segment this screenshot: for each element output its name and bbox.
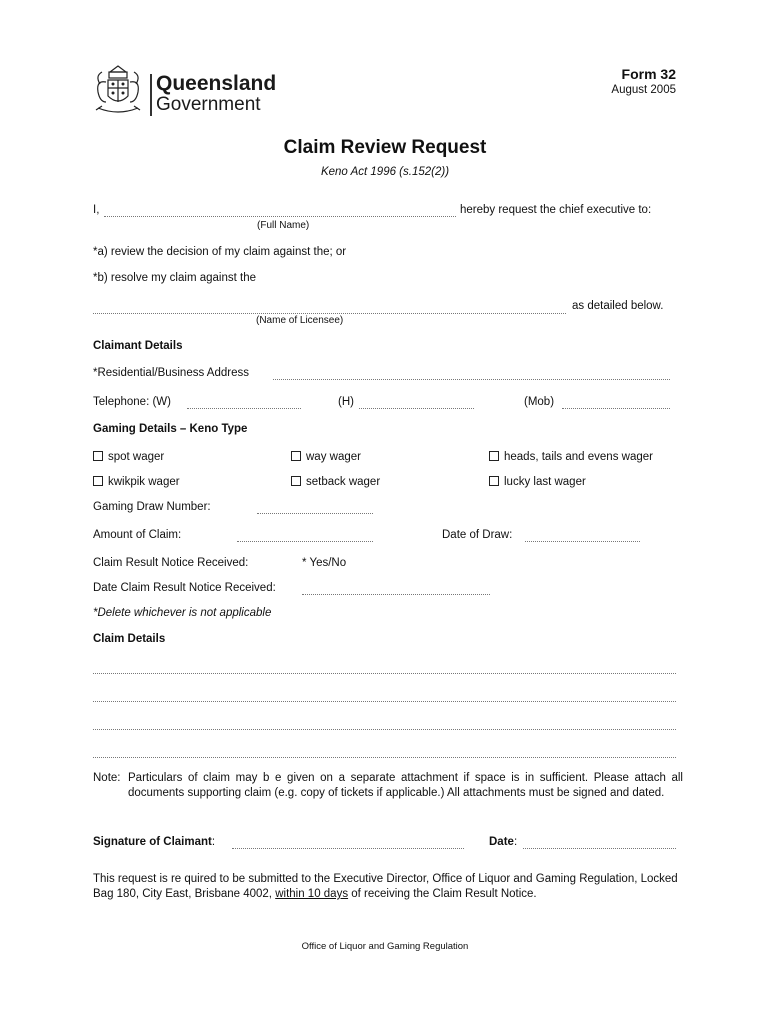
checkbox-icon[interactable] [291,451,301,461]
checkbox-icon[interactable] [93,476,103,486]
checkbox-icon[interactable] [489,476,499,486]
request-text-after: of receiving the Claim Result Notice. [348,888,537,900]
draw-number-field[interactable] [257,513,373,514]
tel-mob-field[interactable] [562,408,670,409]
tel-w-field[interactable] [187,408,301,409]
option-a-text: *a) review the decision of my claim against the; or [93,246,347,258]
request-deadline: within 10 days [275,888,349,900]
checkbox-icon[interactable] [291,476,301,486]
page-subtitle: Keno Act 1996 (s.152(2)) [320,166,450,178]
submission-instructions [93,872,683,902]
queensland-crest-logo [92,62,144,118]
page-title: Claim Review Request [283,137,487,158]
keno-option-kwikpik[interactable] [93,476,180,488]
tel-mob-label: (Mob) [524,396,555,408]
tel-h-field[interactable] [359,408,474,409]
delete-note: *Delete whichever is not applicable [93,607,272,619]
option-b-text: *b) resolve my claim against the [93,272,256,284]
claimant-details-heading: Claimant Details [93,340,183,352]
full-name-caption: (Full Name) [257,220,310,231]
notice-date-label: Date Claim Result Notice Received: [93,582,276,594]
amount-label: Amount of Claim: [93,529,182,541]
signature-date-field[interactable] [523,848,676,849]
draw-date-field[interactable] [525,541,640,542]
date-label: Date [489,836,514,848]
form-date: August 2005 [611,84,676,96]
keno-option-way[interactable] [291,451,361,463]
keno-option-label: spot wager [108,451,165,463]
licensee-name-field[interactable] [93,313,566,314]
keno-option-label: lucky last wager [504,476,586,488]
licensee-suffix: as detailed below. [572,300,664,312]
logo-divider [150,74,152,116]
draw-date-label: Date of Draw: [442,529,513,541]
amount-field[interactable] [237,541,373,542]
keno-option-label: way wager [306,451,361,463]
claim-details-heading: Claim Details [93,633,166,645]
gaming-details-heading: Gaming Details – Keno Type [93,423,248,435]
notice-date-field[interactable] [302,594,490,595]
address-label: *Residential/Business Address [93,367,249,379]
claim-details-line-2[interactable] [93,701,676,702]
keno-option-label: kwikpik wager [108,476,180,488]
keno-option-label: heads, tails and evens wager [504,451,653,463]
signature-field[interactable] [232,848,464,849]
notice-received-value[interactable]: * Yes/No [302,557,347,569]
logo-text-government: Government [156,94,261,115]
licensee-caption: (Name of Licensee) [256,315,344,326]
address-field[interactable] [273,379,670,380]
keno-option-lucky-last[interactable] [489,476,586,488]
logo-text-queensland: Queensland [156,72,277,95]
date-colon: : [513,836,518,848]
attachment-note [93,771,683,800]
keno-option-spot[interactable] [93,451,164,463]
notice-received-label: Claim Result Notice Received: [93,557,249,569]
claim-details-line-4[interactable] [93,757,676,758]
claim-details-line-1[interactable] [93,673,676,674]
intro-prefix: I, [93,204,100,216]
claim-details-line-3[interactable] [93,729,676,730]
keno-option-heads-tails[interactable] [489,451,653,463]
form-number: Form 32 [621,66,676,82]
tel-h-label: (H) [338,396,354,408]
checkbox-icon[interactable] [489,451,499,461]
request-text-before: This request is re quired to be submitted to the Executive Director, Office of Liquor and Gaming Regulation, Locked Bag 180, City East, Brisbane 4002, [93,873,678,900]
signature-label-wrap [93,836,215,848]
full-name-field[interactable] [104,216,456,217]
keno-option-label: setback wager [306,476,381,488]
signature-colon: : [211,836,216,848]
checkbox-icon[interactable] [93,451,103,461]
signature-label: Signature of Claimant [93,836,212,848]
keno-option-setback[interactable] [291,476,380,488]
note-label: Note: [93,772,121,784]
draw-number-label: Gaming Draw Number: [93,501,211,513]
date-label-wrap [489,836,517,848]
tel-w-label: Telephone: (W) [93,396,171,408]
intro-suffix: hereby request the chief executive to: [460,204,652,216]
page-footer: Office of Liquor and Gaming Regulation [301,941,469,952]
note-body: Particulars of claim may b e given on a separate attachment if space is in sufficient. Please attach all documents supporting claim (e.g. copy of tickets if applicable.) All attachments must be signed and dated. [128,772,683,799]
